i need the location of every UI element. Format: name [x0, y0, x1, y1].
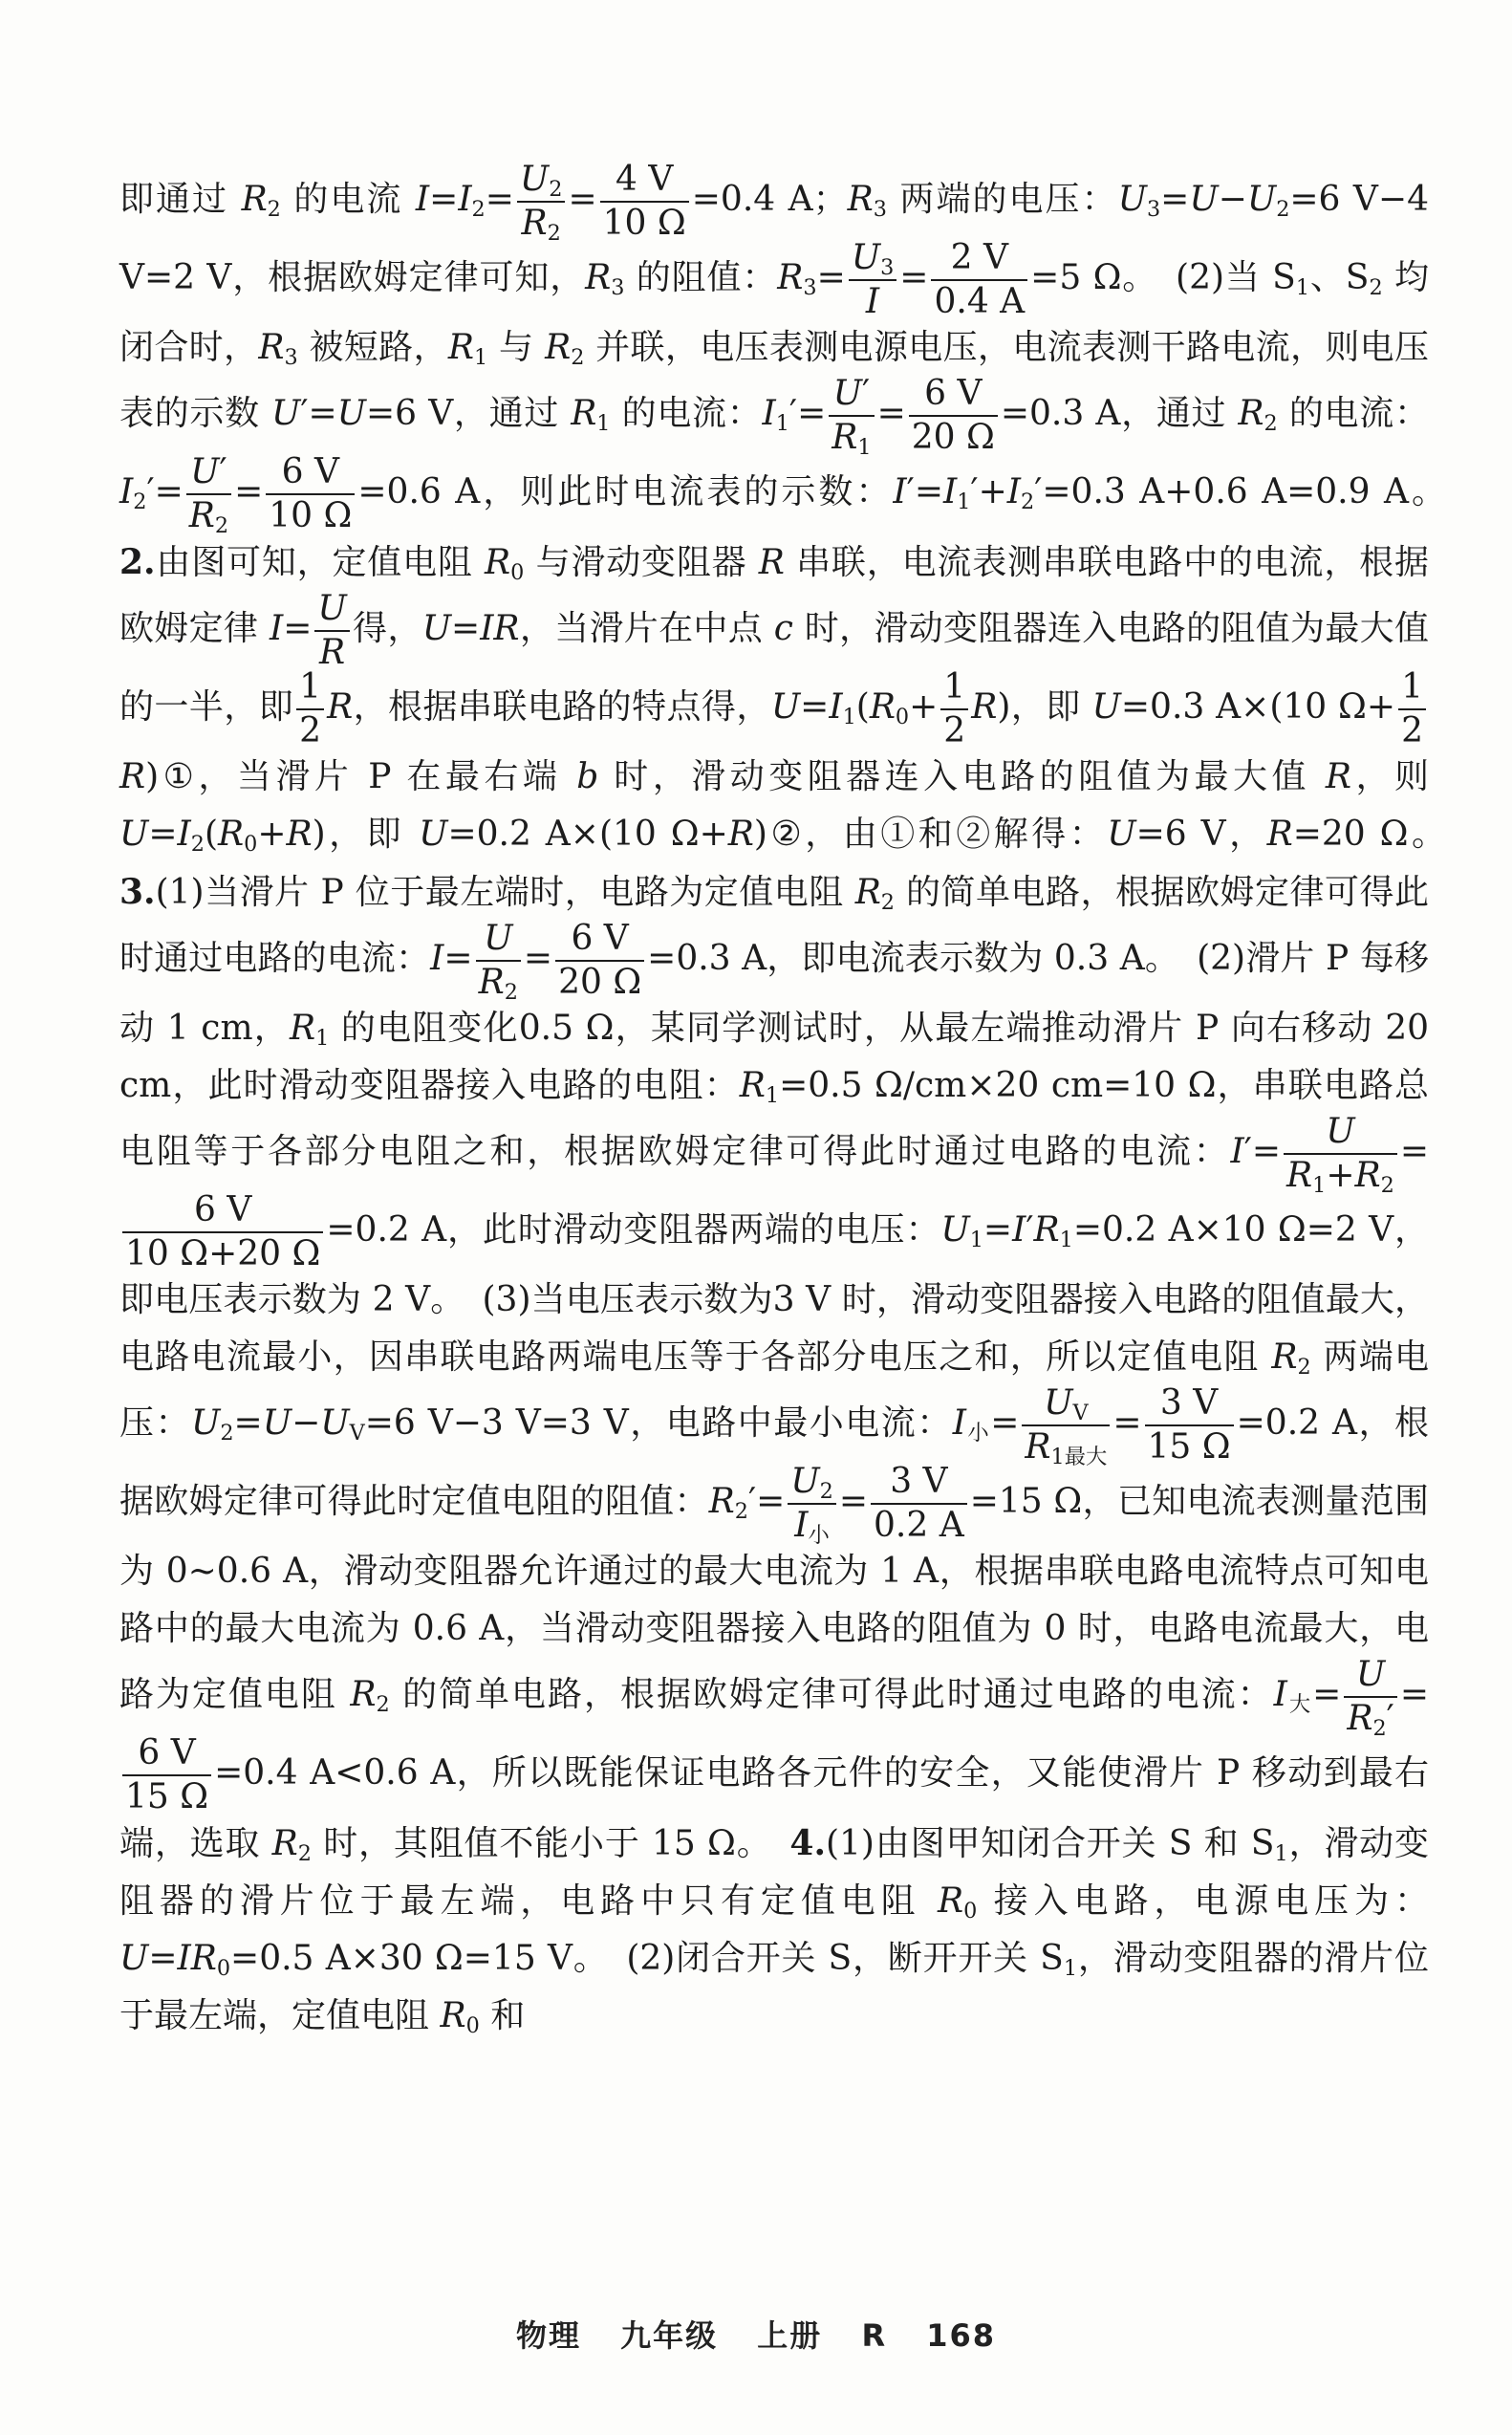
footer-page-number: 168: [926, 2317, 997, 2354]
footer-volume: 上册: [757, 2317, 823, 2354]
solution-paragraph: 即通过 $R_2$ 的电流 $I=I_2=$ $\frac{U_2}{R_2}$ = $\frac{4 V}{10 \Omega}$ =0.4 A；$R_3$ 两端的电压：$U_3=U-U_2=6$ V−4 V=2 V，根据欧姆定律可知，$R_3$ 的阻值：$R_3=$ $\frac{U_3}{I}$ = $\frac{2 V}{0.4 A}$ =5 Ω。 (2)当 $S_1$、$S_2$ 均闭合时，$R_3$ 被短路，$R_1$ 与 $R_2$ 并联，电压表测电源电压，电流表测干路电流，则电压表的示数 U′=U=6 V，通过 $R_1$ 的电流：$I_1'=$ $\frac{U'}{R_1}$ = $\frac{6 V}{20 \Omega}$ =0.3 A，通过 $R_2$ 的电流：$I_2'=$ $\frac{U'}{R_2}$ = $\frac{6 V}{10 \Omega}$ =0.6 A，则此时电流表的示数：$I'=I_1'+I_2'=0.3$ A+0.6 A=0.9 A。 2.由图可知，定值电阻 $R_0$ 与滑动变阻器 R 串联，电流表测串联电路中的电流，根据欧姆定律 I= $\frac{U}{R}$ 得，U=IR，当滑片在中点 c 时，滑动变阻器连入电路的阻值为最大值的一半，即 $\frac{1}{2}$ R，根据串联电路的特点得，$U=I_1(R_0+$ $\frac{1}{2}$ R)，即 U=0.3 A×(10 Ω+ $\frac{1}{2}$ R)①，当滑片 P 在最右端 b 时，滑动变阻器连入电路的阻值为最大值 R，则 $U=I_2(R_0+R)$，即 U=0.2 A×(10 Ω+R)②，由①和②解得：U=6 V，R=20 Ω。 3.(1)当滑片 P 位于最左端时，电路为定值电阻 $R_2$ 的简单电路，根据欧姆定律可得此时通过电路的电流：I= $\frac{U}{R_2}$ = $\frac{6 V}{20 \Omega}$ =0.3 A，即电流表示数为 0.3 A。 (2)滑片 P 每移动 1 cm，$R_1$ 的电阻变化0.5 Ω，某同学测试时，从最左端推动滑片 P 向右移动 20 cm，此时滑动变阻器接入电路的电阻：$R_1=0.5$ Ω/cm×20 cm=10 Ω，串联电路总电阻等于各部分电阻之和，根据欧姆定律可得此时通过电路的电流：I′= $\frac{U}{R_1+R_2}$ = $\frac{6 V}{10 \Omega+20 \Omega}$ =0.2 A，此时滑动变阻器两端的电压：$U_1=I'R_1=0.2$ A×10 Ω=2 V，即电压表示数为 2 V。 (3)当电压表示数为3 V 时，滑动变阻器接入电路的阻值最大，电路电流最小，因串联电路两端电压等于各部分电压之和，所以定值电阻 $R_2$ 两端电压：$U_2=U-U_V=6$ V−3 V=3 V，电路中最小电流：$I_小=$ $\frac{U_V}{R_{1最大}}$ = $\frac{3 V}{15 \Omega}$ =0.2 A，根据欧姆定律可得此时定值电阻的阻值：$R_2'=$ $\frac{U_2}{I_小}$ = $\frac{3 V}{0.2 A}$ =15 Ω，已知电流表测量范围为 0~0.6 A，滑动变阻器允许通过的最大电流为 1 A，根据串联电路电流特点可知电路中的最大电流为 0.6 A，当滑动变阻器接入电路的阻值为 0 时，电路电流最大，电路为定值电阻 $R_2$ 的简单电路，根据欧姆定律可得此时通过电路的电流：$I_大=$ $\frac{U}{R_2'}$ = $\frac{6 V}{15 \Omega}$ =0.4 A<0.6 A，所以既能保证电路各元件的安全，又能使滑片 P 移动到最右端，选取 $R_2$ 时，其阻值不能小于 15 Ω。 4.(1)由图甲知闭合开关 S 和 $S_1$，滑动变阻器的滑片位于最左端，电路中只有定值电阻 $R_0$ 接入电路，电源电压为：$U=IR_0=0.5$ A×30 Ω=15 V。 (2)闭合开关 S，断开开关 $S_1$，滑动变阻器的滑片位于最左端，定值电阻 $R_0$ 和: [119, 160, 1464, 2039]
solution-text: [119, 160, 1464, 2052]
page-footer: [0, 2312, 1512, 2356]
footer-edition: R: [861, 2317, 888, 2354]
footer-subject: 物理: [515, 2317, 581, 2354]
footer-grade: 九年级: [620, 2317, 719, 2354]
